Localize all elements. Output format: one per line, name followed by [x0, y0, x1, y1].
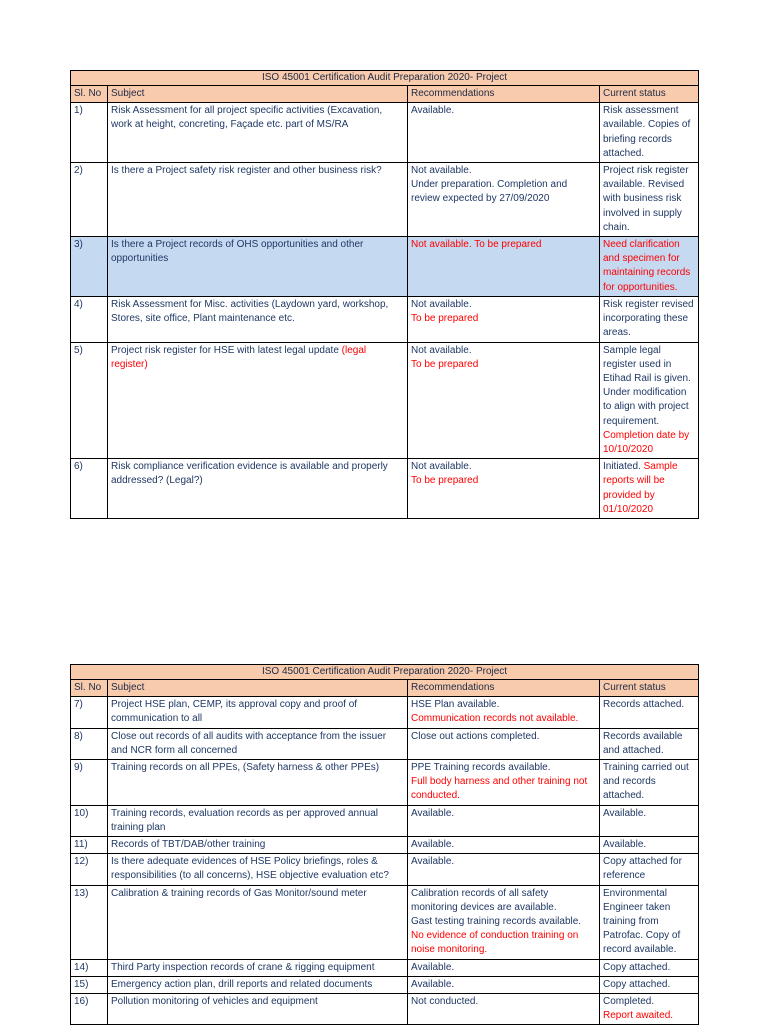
audit-table-2 — [70, 664, 699, 1025]
table-row — [71, 297, 699, 343]
header-sl-no: Sl. No — [71, 86, 108, 103]
status-text: Sample legal register used in Etihad Rail is given. Under modification to align with project requirement. — [603, 344, 691, 427]
rec-line: Not available. — [411, 461, 472, 473]
row-recommendation: Available. — [408, 805, 600, 836]
row-subject: Third Party inspection records of crane & rigging equipment — [108, 959, 408, 976]
row-subject: Training records, evaluation records as per approved annual training plan — [108, 805, 408, 836]
row-subject: Calibration & training records of Gas Monitor/sound meter — [108, 885, 408, 959]
rec-line: Gast testing training records available. — [411, 916, 582, 928]
table-row — [71, 959, 699, 976]
table-row — [71, 163, 699, 237]
row-current-status: Environmental Engineer taken training from Patrofac. Copy of record available. — [600, 885, 699, 959]
table-row — [71, 994, 699, 1025]
table-row — [71, 728, 699, 759]
row-current-status: Copy attached for reference — [600, 854, 699, 885]
header-current-status: Current status — [600, 680, 699, 697]
row-current-status: Available. — [600, 837, 699, 854]
table-header-row — [71, 86, 699, 103]
row-sl-no: 9) — [71, 760, 108, 806]
row-recommendation: Available. — [408, 837, 600, 854]
subject-text-red: (legal register) — [111, 344, 367, 370]
audit-table-1 — [70, 70, 699, 519]
row-recommendation — [408, 760, 600, 806]
table-title: ISO 45001 Certification Audit Preparation 2020- Project — [71, 71, 699, 86]
row-subject: Is there a Project safety risk register and other business risk? — [108, 163, 408, 237]
table-row — [71, 760, 699, 806]
row-recommendation: Available. — [408, 976, 600, 993]
rec-line: Not available. — [411, 299, 472, 311]
status-text: Initiated. — [603, 461, 644, 473]
row-recommendation: Available. — [408, 103, 600, 163]
row-current-status: Training carried out and records attached. — [600, 760, 699, 806]
row-sl-no: 1) — [71, 103, 108, 163]
header-sl-no: Sl. No — [71, 680, 108, 697]
row-subject: Training records on all PPEs, (Safety harness & other PPEs) — [108, 760, 408, 806]
row-subject: Risk compliance verification evidence is available and properly addressed? (Legal?) — [108, 459, 408, 519]
status-text-red: Completion date by 10/10/2020 — [603, 429, 690, 456]
row-recommendation — [408, 342, 600, 459]
row-current-status: Records available and attached. — [600, 728, 699, 759]
row-sl-no: 6) — [71, 459, 108, 519]
table-title-row — [71, 665, 699, 680]
row-current-status: Records attached. — [600, 697, 699, 728]
row-recommendation — [408, 885, 600, 959]
row-current-status — [600, 994, 699, 1025]
row-current-status: Risk assessment available. Copies of briefing records attached. — [600, 103, 699, 163]
row-current-status: Copy attached. — [600, 976, 699, 993]
row-recommendation — [408, 163, 600, 237]
row-sl-no: 14) — [71, 959, 108, 976]
row-subject: Pollution monitoring of vehicles and equipment — [108, 994, 408, 1025]
header-subject: Subject — [108, 680, 408, 697]
table-row — [71, 976, 699, 993]
rec-line-red: Full body harness and other training not conducted. — [411, 776, 588, 802]
table-row — [71, 854, 699, 885]
table-row — [71, 837, 699, 854]
header-recommendations: Recommendations — [408, 680, 600, 697]
rec-line: Not available. — [411, 344, 472, 356]
rec-line-red: To be prepared — [411, 313, 479, 325]
rec-line-red: Communication records not available. — [411, 713, 579, 725]
row-recommendation — [408, 459, 600, 519]
row-sl-no: 8) — [71, 728, 108, 759]
row-sl-no: 7) — [71, 697, 108, 728]
row-recommendation: Not conducted. — [408, 994, 600, 1025]
row-sl-no: 11) — [71, 837, 108, 854]
row-current-status — [600, 459, 699, 519]
row-recommendation — [408, 697, 600, 728]
row-sl-no: 12) — [71, 854, 108, 885]
row-current-status — [600, 342, 699, 459]
row-subject: Project HSE plan, CEMP, its approval copy and proof of communication to all — [108, 697, 408, 728]
row-sl-no: 5) — [71, 342, 108, 459]
row-subject: Close out records of all audits with acceptance from the issuer and NCR form all concerned — [108, 728, 408, 759]
row-sl-no: 13) — [71, 885, 108, 959]
row-subject: Records of TBT/DAB/other training — [108, 837, 408, 854]
row-recommendation: Available. — [408, 854, 600, 885]
rec-line: Under preparation. Completion and review expected by 27/09/2020 — [411, 179, 568, 205]
table-row — [71, 805, 699, 836]
row-sl-no: 10) — [71, 805, 108, 836]
row-subject — [108, 342, 408, 459]
table-row — [71, 103, 699, 163]
row-subject: Risk Assessment for all project specific activities (Excavation, work at height, concreting, Façade etc. part of MS/RA — [108, 103, 408, 163]
rec-line-red: To be prepared — [411, 358, 479, 370]
rec-line-red: No evidence of conduction training on noise monitoring. — [411, 930, 579, 956]
status-text: Completed. — [603, 996, 655, 1008]
rec-line-red: To be prepared — [411, 475, 479, 487]
row-current-status: Copy attached. — [600, 959, 699, 976]
row-recommendation: Not available. To be prepared — [408, 237, 600, 297]
row-recommendation: Close out actions completed. — [408, 728, 600, 759]
row-recommendation — [408, 297, 600, 343]
row-sl-no: 3) — [71, 237, 108, 297]
status-text-red: Report awaited. — [603, 1010, 674, 1022]
row-sl-no: 4) — [71, 297, 108, 343]
rec-line: PPE Training records available. — [411, 762, 551, 774]
row-sl-no: 16) — [71, 994, 108, 1025]
table-row-highlighted — [71, 237, 699, 297]
table-row — [71, 459, 699, 519]
row-subject: Is there a Project records of OHS opportunities and other opportunities — [108, 237, 408, 297]
status-text-red: Sample reports will be provided by 01/10/2020 — [603, 461, 678, 515]
table-title-row — [71, 71, 699, 86]
table-row — [71, 342, 699, 459]
header-subject: Subject — [108, 86, 408, 103]
rec-line: HSE Plan available. — [411, 699, 500, 711]
row-current-status: Project risk register available. Revised with business risk involved in supply chain. — [600, 163, 699, 237]
row-current-status: Available. — [600, 805, 699, 836]
table-title: ISO 45001 Certification Audit Preparation 2020- Project — [71, 665, 699, 680]
status-text: Need clarification and specimen for maintaining records for opportunities. — [603, 239, 691, 293]
table-row — [71, 697, 699, 728]
rec-line: Not available. — [411, 165, 472, 177]
table-row — [71, 885, 699, 959]
row-subject: Risk Assessment for Misc. activities (Laydown yard, workshop, Stores, site office, Plant maintenance etc. — [108, 297, 408, 343]
table-header-row — [71, 680, 699, 697]
subject-text: Project risk register for HSE with latest legal update — [111, 344, 342, 356]
rec-line: Calibration records of all safety monitoring devices are available. — [411, 887, 557, 913]
row-current-status: Risk register revised incorporating these areas. — [600, 297, 699, 343]
row-subject: Emergency action plan, drill reports and related documents — [108, 976, 408, 993]
row-current-status — [600, 237, 699, 297]
row-recommendation: Available. — [408, 959, 600, 976]
row-subject: Is there adequate evidences of HSE Policy briefings, roles & responsibilities (to all concerns), HSE objective evaluation etc? — [108, 854, 408, 885]
row-sl-no: 2) — [71, 163, 108, 237]
header-recommendations: Recommendations — [408, 86, 600, 103]
header-current-status: Current status — [600, 86, 699, 103]
row-sl-no: 15) — [71, 976, 108, 993]
